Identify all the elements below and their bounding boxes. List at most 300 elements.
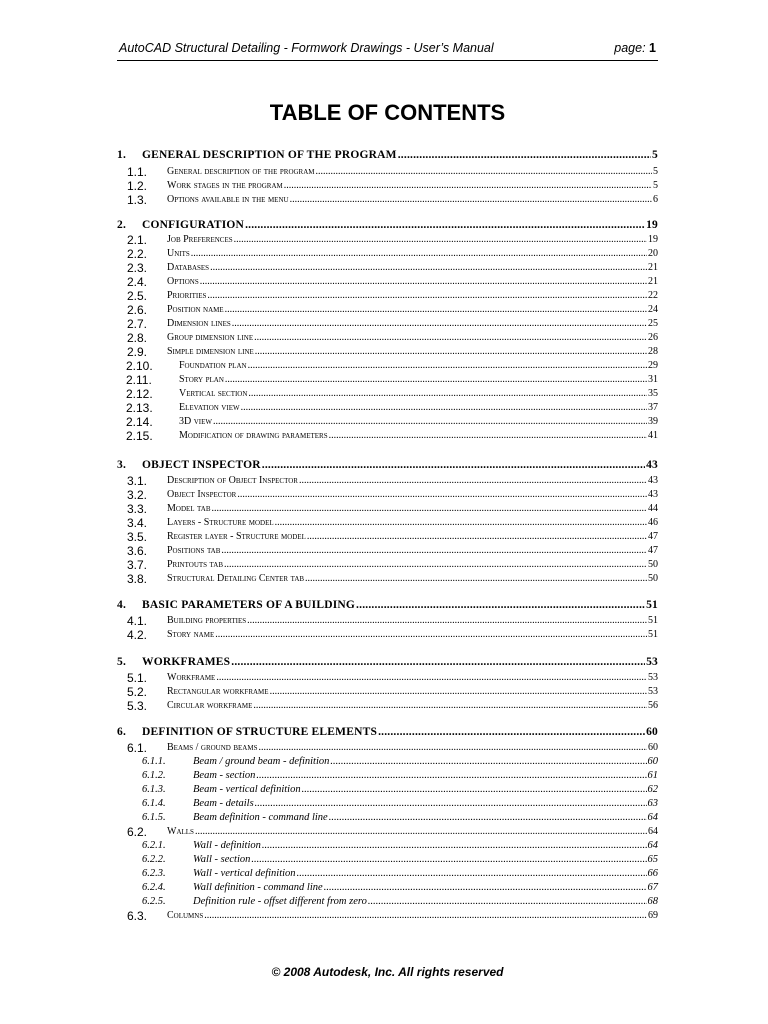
toc-entry-page: 60 [648,742,658,753]
toc-entry-page: 66 [647,868,658,879]
page-title: TABLE OF CONTENTS [269,100,506,125]
toc-entry-body [193,840,658,851]
toc-entry-title: Position name [167,304,224,315]
toc-entry-page: 6 [653,194,658,205]
header-page-number: 1 [649,41,656,55]
toc-entry[interactable] [117,416,658,430]
toc-entry-body [142,599,658,611]
toc-entry-title: Columns [167,910,204,921]
toc-leader-dots [248,388,647,399]
toc-entry-title: Story plan [179,374,224,385]
toc-entry[interactable] [117,276,658,290]
toc-entry-number: 6.1.2. [142,770,166,781]
toc-entry[interactable] [117,194,658,208]
toc-entry[interactable] [117,475,658,489]
toc-leader-dots [329,430,647,441]
header-title: AutoCAD Structural Detailing - Formwork Drawings - User’s Manual [119,41,494,55]
toc-leader-dots [255,798,647,809]
toc-entry-title: Beam definition - command line [193,812,328,823]
toc-entry-body [167,700,658,711]
toc-entry-title: Foundation plan [179,360,247,371]
toc-entry[interactable] [117,503,658,517]
toc-entry-page: 43 [646,459,658,471]
toc-entry[interactable] [117,798,658,812]
toc-leader-dots [398,149,651,161]
toc-leader-dots [305,573,647,584]
toc-entry-title: Beam / ground beam - definition [193,756,330,767]
toc-leader-dots [232,318,647,329]
toc-entry-title: Elevation view [179,402,240,413]
toc-entry-body [167,248,658,259]
toc-entry-body [167,290,658,301]
toc-entry-number: 1.3. [127,193,148,207]
toc-entry-page: 51 [646,599,658,611]
toc-entry-number: 3.6. [127,544,148,558]
toc-entry-title: Wall - section [193,854,251,865]
toc-entry-number: 5.2. [127,685,148,699]
toc-entry-page: 50 [648,573,658,584]
toc-entry-title: Databases [167,262,210,273]
toc-leader-dots [378,726,645,738]
toc-entry-title: Beam - vertical definition [193,784,301,795]
toc-entry-page: 37 [648,402,658,413]
toc-entry[interactable] [117,180,658,194]
toc-entry-number: 3.8. [127,572,148,586]
toc-entry-page: 31 [648,374,658,385]
toc-entry-number: 5.1. [127,671,148,685]
toc-entry-page: 26 [648,332,658,343]
toc-entry[interactable] [117,573,658,587]
toc-entry-number: 2.10. [126,359,153,373]
toc-leader-dots [368,896,647,907]
toc-leader-dots [215,629,647,640]
toc-entry-title: Dimension lines [167,318,231,329]
toc-entry-body [193,868,658,879]
toc-entry[interactable] [117,756,658,770]
toc-entry-body [167,276,658,287]
toc-entry-body [167,475,658,486]
toc-entry-title: Wall - definition [193,840,261,851]
toc-entry-page: 41 [648,430,658,441]
toc-entry-number: 4.1. [127,614,148,628]
toc-entry-title: Story name [167,629,215,640]
toc-entry-page: 60 [647,756,658,767]
toc-entry[interactable] [117,559,658,573]
toc-entry-page: 51 [648,629,658,640]
toc-entry-body [167,180,658,191]
toc-entry-title: Beam - section [193,770,256,781]
toc-leader-dots [234,234,647,245]
toc-entry-number: 2.15. [126,429,153,443]
toc-entry-title: WORKFRAMES [142,656,231,668]
toc-entry-page: 51 [648,615,658,626]
toc-entry[interactable] [117,402,658,416]
toc-entry-title: Wall definition - command line [193,882,323,893]
toc-leader-dots [231,656,645,668]
toc-entry-page: 50 [648,559,658,570]
toc-entry-body [142,656,658,668]
toc-entry[interactable] [117,826,658,840]
toc-leader-dots [256,770,646,781]
toc-entry-body [167,826,658,837]
toc-entry[interactable] [117,910,658,924]
toc-entry[interactable] [117,360,658,374]
page-footer: © 2008 Autodesk, Inc. All rights reserved [271,965,504,979]
toc-entry-body [167,194,658,205]
toc-entry-page: 67 [647,882,658,893]
toc-entry-number: 6.1. [127,741,148,755]
toc-entry-body [167,629,658,640]
toc-entry-number: 2.14. [126,415,153,429]
toc-entry-page: 25 [648,318,658,329]
toc-entry-number: 2.8. [127,331,148,345]
toc-entry-number: 3.3. [127,502,148,516]
toc-entry-title: Job Preferences [167,234,233,245]
toc-leader-dots [241,402,647,413]
toc-entry-body [193,798,658,809]
toc-entry-page: 5 [653,180,658,191]
toc-entry-body [167,262,658,273]
toc-entry-number: 1.2. [127,179,148,193]
toc-leader-dots [210,262,647,273]
toc-leader-dots [329,812,647,823]
toc-entry-number: 4. [117,599,127,611]
toc-entry-number: 2.9. [127,345,148,359]
toc-entry-number: 5. [117,656,127,668]
toc-entry-number: 4.2. [127,628,148,642]
toc-entry-body [167,489,658,500]
toc-entry-page: 53 [646,656,658,668]
toc-entry[interactable] [117,896,658,910]
toc-entry-number: 3.1. [127,474,148,488]
toc-entry-body [167,166,658,177]
toc-entry[interactable] [117,248,658,262]
toc-entry-title: BASIC PARAMETERS OF A BUILDING [142,599,356,611]
toc-leader-dots [248,360,647,371]
toc-entry-number: 2.6. [127,303,148,317]
toc-entry-title: General description of the program [167,166,315,177]
toc-entry[interactable] [117,318,658,332]
toc-entry-title: GENERAL DESCRIPTION OF THE PROGRAM [142,149,397,161]
toc-entry-title: Circular workframe [167,700,253,711]
toc-entry-number: 6.2.1. [142,840,166,851]
toc-entry-page: 47 [648,545,658,556]
toc-entry-number: 1.1. [127,165,148,179]
toc-entry[interactable] [117,290,658,304]
toc-entry-page: 43 [648,489,658,500]
toc-entry-number: 6.2.5. [142,896,166,907]
toc-entry-page: 19 [646,219,658,231]
toc-entry-body [167,503,658,514]
toc-entry-title: Model tab [167,503,211,514]
toc-entry-number: 3.7. [127,558,148,572]
toc-entry-number: 3.4. [127,516,148,530]
toc-leader-dots [275,517,647,528]
toc-entry-number: 2.3. [127,261,148,275]
toc-entry-number: 6. [117,726,127,738]
toc-entry[interactable] [117,545,658,559]
toc-leader-dots [255,346,647,357]
toc-entry[interactable] [117,234,658,248]
toc-entry-title: Units [167,248,190,259]
toc-entry-page: 61 [647,770,658,781]
toc-entry-body [167,742,658,753]
toc-entry[interactable] [117,219,658,233]
toc-entry-page: 47 [648,531,658,542]
toc-entry-title: Work stages in the program [167,180,283,191]
toc-leader-dots [258,742,647,753]
toc-leader-dots [212,503,648,514]
toc-entry-page: 53 [648,672,658,683]
toc-entry-body [167,304,658,315]
toc-entry-title: Group dimension line [167,332,254,343]
toc-leader-dots [221,545,647,556]
toc-entry-body [167,573,658,584]
toc-entry-body [167,545,658,556]
toc-entry-page: 5 [653,166,658,177]
toc-entry-number: 2.5. [127,289,148,303]
toc-entry-body [167,910,658,921]
toc-entry-page: 53 [648,686,658,697]
toc-entry[interactable] [117,742,658,756]
toc-entry-number: 2. [117,219,127,231]
toc-entry[interactable] [117,388,658,402]
toc-entry-body [179,374,658,385]
toc-entry[interactable] [117,615,658,629]
toc-entry-title: Modification of drawing parameters [179,430,328,441]
toc-entry-title: Building properties [167,615,247,626]
toc-entry-body [193,812,658,823]
toc-leader-dots [253,700,647,711]
toc-entry[interactable] [117,726,658,740]
toc-entry-body [167,318,658,329]
toc-leader-dots [251,854,646,865]
toc-entry-body [167,615,658,626]
toc-entry-page: 29 [648,360,658,371]
toc-entry-number: 2.4. [127,275,148,289]
toc-entry-page: 65 [647,854,658,865]
toc-entry[interactable] [117,149,658,163]
toc-entry-page: 64 [647,812,658,823]
toc-entry[interactable] [117,686,658,700]
toc-entry[interactable] [117,599,658,613]
toc-entry-number: 3.5. [127,530,148,544]
toc-entry-number: 6.3. [127,909,148,923]
toc-entry-body [142,726,658,738]
header-page-label: page: [614,41,646,55]
toc-entry-number: 6.2.4. [142,882,166,893]
toc-entry-page: 21 [648,262,658,273]
toc-entry-title: 3D view [179,416,212,427]
toc-entry[interactable] [117,374,658,388]
toc-leader-dots [330,756,646,767]
toc-entry[interactable] [117,672,658,686]
toc-entry-number: 6.2.3. [142,868,166,879]
toc-entry-page: 63 [647,798,658,809]
toc-entry-body [193,882,658,893]
toc-entry-title: Description of Object Inspector [167,475,298,486]
toc-entry-title: Wall - vertical definition [193,868,296,879]
toc-leader-dots [225,374,647,385]
toc-entry-title: Beams / ground beams [167,742,258,753]
toc-entry-number: 2.12. [126,387,153,401]
toc-entry-number: 3.2. [127,488,148,502]
toc-leader-dots [237,489,647,500]
toc-entry[interactable] [117,459,658,473]
toc-entry-page: 24 [648,304,658,315]
toc-entry-page: 64 [647,840,658,851]
toc-leader-dots [207,290,647,301]
toc-entry-body [142,219,658,231]
toc-entry[interactable] [117,489,658,503]
toc-entry-page: 64 [648,826,658,837]
toc-entry-body [167,346,658,357]
toc-entry-body [179,430,658,441]
toc-entry-body [142,459,658,471]
toc-entry-page: 5 [652,149,658,161]
header-page [614,41,656,55]
toc-leader-dots [216,672,647,683]
toc-entry[interactable] [117,656,658,670]
toc-entry-body [179,416,658,427]
toc-entry-title: Priorities [167,290,207,301]
toc-entry-page: 22 [648,290,658,301]
toc-entry-title: Printouts tab [167,559,223,570]
toc-leader-dots [324,882,647,893]
toc-entry-body [167,531,658,542]
toc-entry-title: Workframe [167,672,216,683]
toc-entry-body [179,360,658,371]
toc-entry-title: Beam - details [193,798,254,809]
toc-entry-page: 68 [647,896,658,907]
toc-leader-dots [195,826,647,837]
toc-entry[interactable] [117,430,658,444]
toc-leader-dots [297,868,647,879]
toc-entry[interactable] [117,304,658,318]
toc-leader-dots [200,276,647,287]
toc-entry-title: Positions tab [167,545,221,556]
toc-entry[interactable] [117,770,658,784]
toc-entry-title: Options [167,276,199,287]
toc-leader-dots [316,166,652,177]
toc-entry[interactable] [117,700,658,714]
toc-leader-dots [191,248,647,259]
toc-entry-title: OBJECT INSPECTOR [142,459,261,471]
toc-leader-dots [290,194,652,205]
toc-leader-dots [299,475,647,486]
toc-leader-dots [254,332,647,343]
toc-leader-dots [225,304,647,315]
toc-entry[interactable] [117,882,658,896]
toc-entry-title: Layers - Structure model [167,517,274,528]
toc-entry-page: 44 [648,503,658,514]
toc-entry-body [167,517,658,528]
toc-entry-title: Options available in the menu [167,194,289,205]
toc-entry-number: 1. [117,149,127,161]
toc-leader-dots [270,686,647,697]
toc-entry[interactable] [117,166,658,180]
toc-entry-number: 5.3. [127,699,148,713]
toc-entry-page: 35 [648,388,658,399]
toc-entry-number: 2.13. [126,401,153,415]
toc-entry-number: 6.1.5. [142,812,166,823]
toc-entry-page: 56 [648,700,658,711]
toc-entry[interactable] [117,332,658,346]
toc-leader-dots [356,599,645,611]
toc-entry-title: CONFIGURATION [142,219,245,231]
toc-entry[interactable] [117,531,658,545]
toc-entry[interactable] [117,840,658,854]
toc-entry[interactable] [117,812,658,826]
toc-leader-dots [307,531,647,542]
toc-entry-body [167,672,658,683]
toc-entry-body [179,402,658,413]
toc-leader-dots [262,459,645,471]
toc-entry-page: 43 [648,475,658,486]
toc-entry[interactable] [117,517,658,531]
toc-entry-body [193,784,658,795]
toc-entry-title: DEFINITION OF STRUCTURE ELEMENTS [142,726,378,738]
toc-entry-body [193,756,658,767]
toc-leader-dots [302,784,647,795]
toc-entry-title: Register layer - Structure model [167,531,306,542]
toc-entry[interactable] [117,868,658,882]
toc-entry-number: 6.2.2. [142,854,166,865]
toc-entry-body [167,686,658,697]
toc-entry-title: Definition rule - offset different from zero [193,896,367,907]
toc-entry-page: 62 [647,784,658,795]
toc-entry-body [167,234,658,245]
toc-entry[interactable] [117,262,658,276]
toc-entry[interactable] [117,854,658,868]
toc-leader-dots [213,416,647,427]
toc-entry-number: 2.2. [127,247,148,261]
toc-entry-number: 6.1.3. [142,784,166,795]
toc-entry-page: 28 [648,346,658,357]
toc-leader-dots [245,219,645,231]
toc-entry[interactable] [117,784,658,798]
toc-leader-dots [284,180,652,191]
toc-leader-dots [262,840,647,851]
toc-entry-title: Structural Detailing Center tab [167,573,305,584]
toc-entry-page: 60 [646,726,658,738]
toc-leader-dots [247,615,647,626]
toc-entry-number: 3. [117,459,127,471]
toc-entry-title: Walls [167,826,194,837]
toc-entry-page: 46 [648,517,658,528]
toc-entry-title: Simple dimension line [167,346,254,357]
toc-entry-title: Rectangular workframe [167,686,269,697]
toc-entry-title: Vertical section [179,388,248,399]
toc-entry-body [142,149,658,161]
toc-entry-number: 6.1.4. [142,798,166,809]
toc-entry-page: 20 [648,248,658,259]
toc-entry-body [193,896,658,907]
toc-entry-number: 2.1. [127,233,148,247]
toc-entry-body [167,332,658,343]
toc-leader-dots [224,559,647,570]
toc-entry-number: 6.2. [127,825,148,839]
toc-leader-dots [204,910,647,921]
toc-entry-page: 21 [648,276,658,287]
toc-entry-body [193,854,658,865]
toc-entry[interactable] [117,629,658,643]
toc-entry-page: 19 [648,234,658,245]
toc-entry-number: 2.7. [127,317,148,331]
toc-entry[interactable] [117,346,658,360]
page-header [117,40,658,61]
toc-entry-page: 39 [648,416,658,427]
